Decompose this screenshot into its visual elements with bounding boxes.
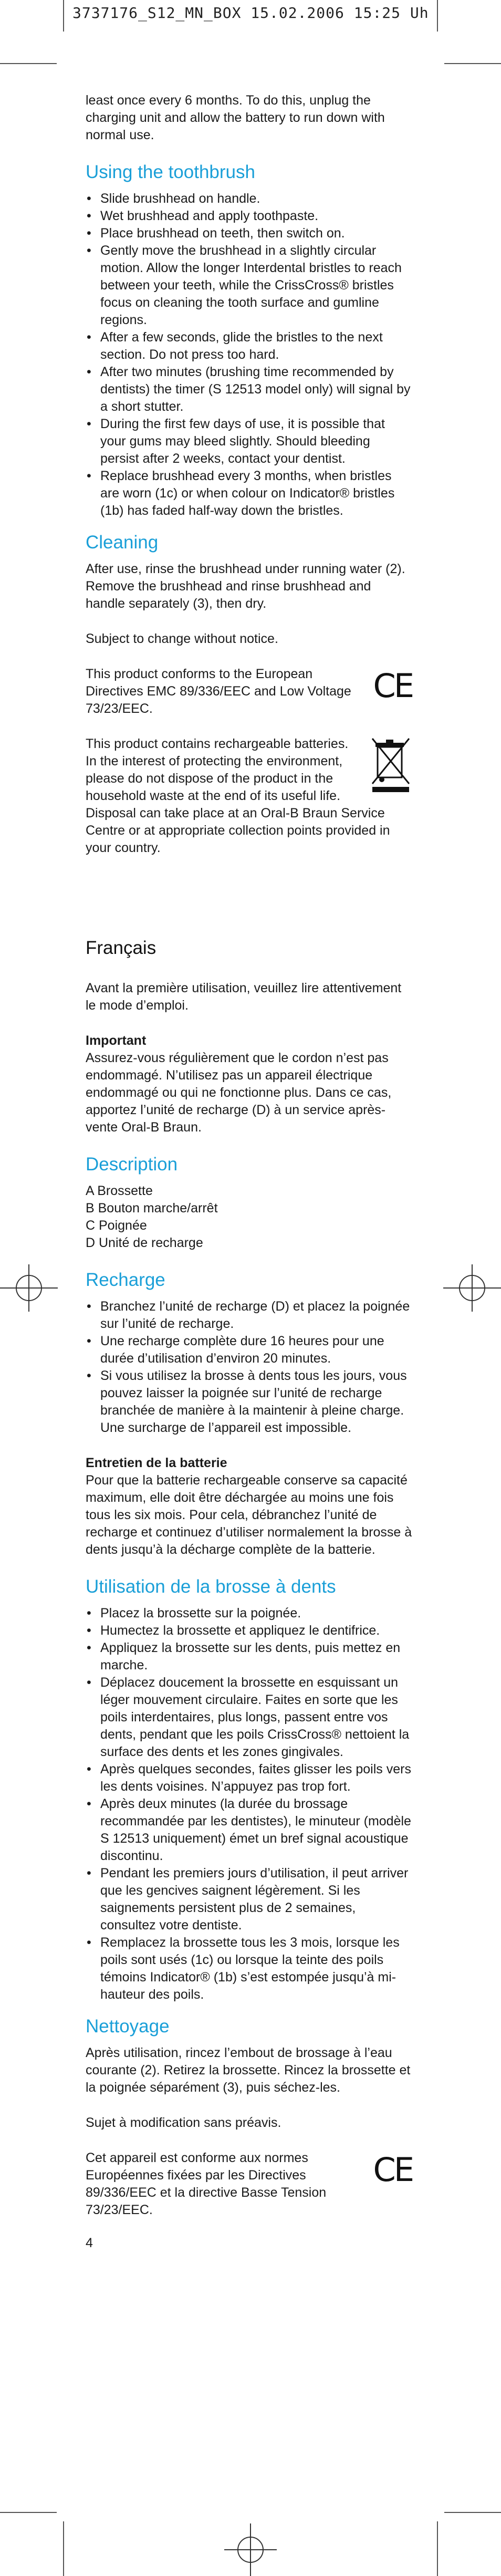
list-item: C Poignée xyxy=(86,1218,147,1233)
fr-heading-using: Utilisation de la brosse à dents xyxy=(86,1576,336,1597)
crop-mark xyxy=(444,2512,501,2513)
list-item: • Après deux minutes (la durée du brossage recommandée par les dentistes), le minuteur (modèle S 12513 uniquement) émet un bref signal acoustique discontinu. xyxy=(86,1795,412,1865)
registration-mark-icon xyxy=(0,1262,58,1314)
crossed-wheelie-bin-icon xyxy=(370,735,412,793)
list-item: B Bouton marche/arrêt xyxy=(86,1201,218,1216)
ce-mark-icon: CE xyxy=(373,2151,412,2189)
crop-mark xyxy=(437,0,438,32)
list-item: D Unité de recharge xyxy=(86,1235,203,1250)
fr-ce-conformity-block xyxy=(86,2149,412,2219)
list-item: • Remplacez la brossette tous les 3 mois, lorsque les poils sont usés (1c) ou lorsque la teinte des poils témoins Indicator® (1b) s’est estompée jusqu’à mi-hauteur des poils. xyxy=(86,1934,412,2003)
list-item: • Humectez la brossette et appliquez le dentifrice. xyxy=(86,1622,412,1639)
list-item: • Si vous utilisez la brosse à dents tous les jours, vous pouvez laisser la poignée sur l’unité de recharge branchée de manière à la maintenir à pleine charge. Une surcharge de l’appareil est impossible. xyxy=(86,1367,412,1437)
section-heading-using: Using the toothbrush xyxy=(86,162,255,182)
fr-heading-recharge: Recharge xyxy=(86,1270,165,1290)
fr-ce-conformity-text: Cet appareil est conforme aux normes Européennes fixées par les Directives 89/336/EEC et la directive Basse Tension 73/23/EEC. xyxy=(86,2151,327,2217)
crop-mark xyxy=(0,63,57,64)
fr-heading-nettoyage: Nettoyage xyxy=(86,2016,170,2037)
list-item: • Wet brushhead and apply toothpaste. xyxy=(86,207,412,225)
print-stamp: 3737176_S12_MN_BOX 15.02.2006 15:25 Uh xyxy=(72,4,429,22)
intro-paragraph: least once every 6 months. To do this, unplug the charging unit and allow the battery to run down with normal use. xyxy=(86,93,385,142)
list-item: • After a few seconds, glide the bristles to the next section. Do not press too hard. xyxy=(86,329,412,363)
fr-intro: Avant la première utilisation, veuillez lire attentivement le mode d’emploi. xyxy=(86,981,402,1013)
list-item: • Pendant les premiers jours d’utilisation, il peut arriver que les gencives saignent légèrement. Si les saignements persistent plus de 2 semaines, consultez votre dentiste. xyxy=(86,1865,412,1934)
list-item: • Gently move the brushhead in a slightly circular motion. Allow the longer Interdental bristles to reach between your teeth, while the CrissCross® bristles focus on cleaning the tooth surface and gumline regions. xyxy=(86,242,412,329)
section-heading-cleaning: Cleaning xyxy=(86,532,159,553)
registration-mark-icon xyxy=(224,2523,277,2576)
list-item: • Branchez l’unité de recharge (D) et placez la poignée sur l’unité de recharge. xyxy=(86,1298,412,1333)
list-item: A Brossette xyxy=(86,1183,153,1198)
list-item: • Après quelques secondes, faites glisser les poils vers les dents voisines. N’appuyez pas trop fort. xyxy=(86,1761,412,1795)
fr-important-heading: Important xyxy=(86,1033,147,1048)
fr-important-text: Assurez-vous régulièrement que le cordon n’est pas endommagé. N’utilisez pas un appareil électrique endommagé ou qui ne fonctionne plus. Dans ce cas, apportez l’unité de recharge (D) à un service après-vente Oral-B Braun. xyxy=(86,1051,392,1135)
recycling-block xyxy=(86,735,412,857)
list-item: • After two minutes (brushing time recommended by dentists) the timer (S 12513 model only) will signal by a short stutter. xyxy=(86,363,412,416)
list-item: • Slide brushhead on handle. xyxy=(86,190,412,207)
fr-recharge-list xyxy=(86,1298,412,1437)
crop-mark xyxy=(0,2512,57,2513)
fr-parts-list xyxy=(86,1182,412,1252)
using-list xyxy=(86,190,412,520)
crop-mark xyxy=(63,2521,64,2576)
recycling-text: This product contains rechargeable batteries. In the interest of protecting the environment, please do not dispose of the product in the household waste at the end of its useful life. Disposal can take place at an Oral-B Braun Service Centre or at appropriate collection points provided in your country. xyxy=(86,736,390,855)
cleaning-text: After use, rinse the brushhead under running water (2). Remove the brushhead and rinse brushhead and handle separately (3), then dry. xyxy=(86,562,405,611)
list-item: • During the first few days of use, it is possible that your gums may bleed slightly. Should bleeding persist after 2 weeks, contact your dentist. xyxy=(86,416,412,468)
fr-battery-heading: Entretien de la batterie xyxy=(86,1456,227,1470)
fr-battery-text: Pour que la batterie rechargeable conserve sa capacité maximum, elle doit être déchargée au moins une fois tous les six mois. Pour cela, débranchez l’unité de recharge et continuez d’utiliser normalement la brosse à dents jusqu’à la décharge complète de la batterie. xyxy=(86,1473,412,1557)
language-title: Français xyxy=(86,938,156,958)
subject-to-change: Subject to change without notice. xyxy=(86,631,278,646)
crop-mark xyxy=(63,0,64,32)
list-item: • Replace brushhead every 3 months, when bristles are worn (1c) or when colour on Indicator® bristles (1b) has faded half-way down the bristles. xyxy=(86,468,412,520)
ce-mark-icon: CE xyxy=(373,667,412,705)
section-spacer xyxy=(86,875,412,938)
crop-mark xyxy=(444,63,501,64)
fr-heading-description: Description xyxy=(86,1154,178,1175)
registration-mark-icon xyxy=(443,1262,501,1314)
crop-mark xyxy=(437,2521,438,2576)
list-item: • Une recharge complète dure 16 heures pour une durée d’utilisation d’environ 20 minutes. xyxy=(86,1333,412,1367)
page-content xyxy=(86,92,412,2252)
list-item: • Placez la brossette sur la poignée. xyxy=(86,1605,412,1622)
fr-nettoyage-text: Après utilisation, rincez l’embout de brossage à l’eau courante (2). Retirez la brossette. Rincez la brossette et la poignée séparément (3), puis séchez-les. xyxy=(86,2045,411,2095)
ce-conformity-block xyxy=(86,666,412,718)
list-item: • Place brushhead on teeth, then switch on. xyxy=(86,225,412,242)
fr-using-list xyxy=(86,1605,412,2003)
fr-subject-to-change: Sujet à modification sans préavis. xyxy=(86,2115,281,2130)
list-item: • Déplacez doucement la brossette en esquissant un léger mouvement circulaire. Faites en sorte que les poils interdentaires, plus longs, passent entre vos dents, pendant que les poils CrissCross® nettoient la surface des dents et les zones gingivales. xyxy=(86,1674,412,1761)
ce-conformity-text: This product conforms to the European Directives EMC 89/336/EEC and Low Voltage 73/23/EEC. xyxy=(86,667,351,716)
list-item: • Appliquez la brossette sur les dents, puis mettez en marche. xyxy=(86,1639,412,1674)
page-number: 4 xyxy=(86,2236,93,2250)
